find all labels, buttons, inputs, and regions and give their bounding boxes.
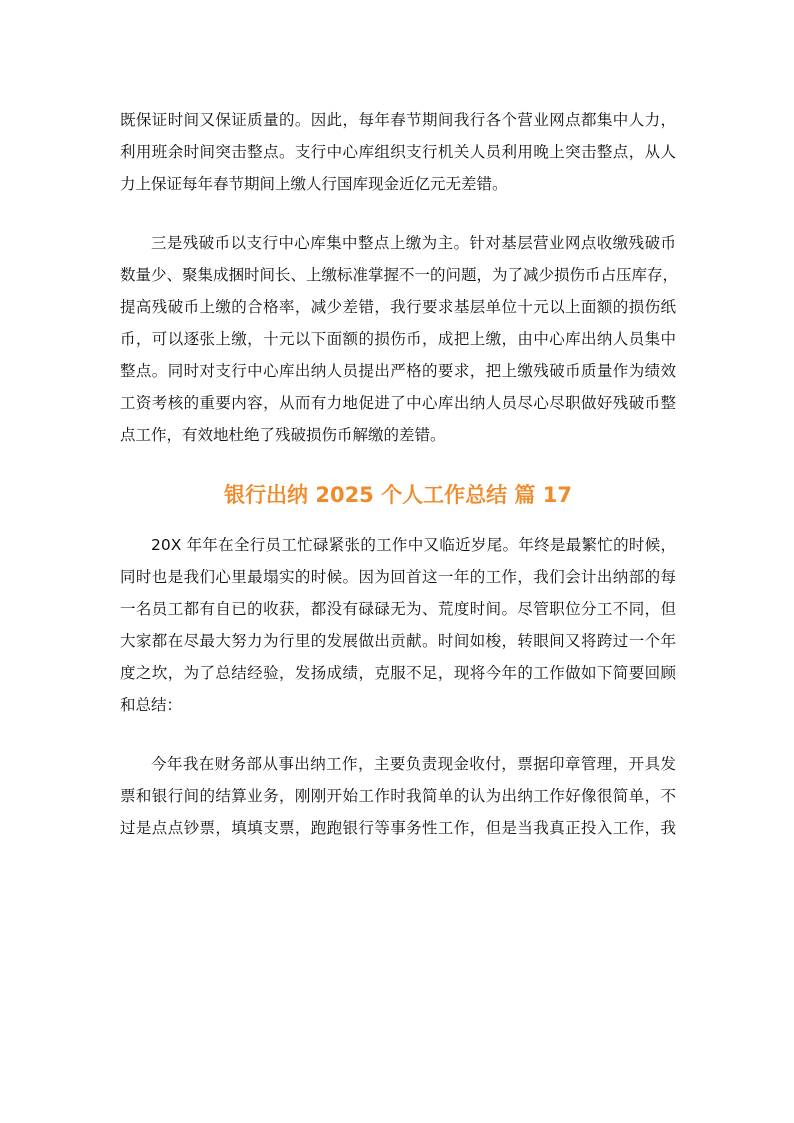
paragraph-line: 工资考核的重要内容，从而有力地促进了中心库出纳人员尽心尽职做好残破币整: [120, 394, 676, 412]
paragraph-line: 20X 年年在全行员工忙碌紧张的工作中又临近岁尾。年终是最繁忙的时候，: [151, 536, 676, 554]
paragraph-line: 一名员工都有自已的收获，都没有碌碌无为、荒度时间。尽管职位分工不同，但: [120, 600, 676, 618]
paragraph-1: [120, 104, 676, 200]
paragraph-line: 过是点点钞票，填填支票，跑跑银行等事务性工作，但是当我真正投入工作，我: [120, 819, 676, 837]
paragraph-line: 票和银行间的结算业务，刚刚开始工作时我简单的认为出纳工作好像很简单，不: [120, 787, 676, 805]
paragraph-line: 点工作，有效地杜绝了残破损伤币解缴的差错。: [120, 426, 446, 444]
paragraph-3: [120, 529, 676, 721]
document-page: [120, 104, 679, 844]
paragraph-line: 同时也是我们心里最塌实的时候。因为回首这一年的工作，我们会计出纳部的每: [120, 568, 676, 586]
paragraph-line: 既保证时间又保证质量的。因此，每年春节期间我行各个营业网点都集中人力，: [120, 111, 676, 129]
paragraph-line: 提高残破币上缴的合格率，减少差错，我行要求基层单位十元以上面额的损伤纸: [120, 298, 676, 316]
paragraph-line: 力上保证每年春节期间上缴人行国库现金近亿元无差错。: [120, 175, 508, 193]
paragraph-line: 币，可以逐张上缴，十元以下面额的损伤币，成把上缴，由中心库出纳人员集中: [120, 330, 676, 348]
section-heading: 银行出纳 2025 个人工作总结 篇 17: [224, 483, 572, 507]
paragraph-4: [120, 748, 676, 844]
paragraph-line: 数量少、聚集成捆时间长、上缴标准掌握不一的问题，为了减少损伤币占压库存，: [120, 266, 679, 284]
paragraph-line: 度之坎，为了总结经验，发扬成绩，克服不足，现将今年的工作做如下简要回顾: [120, 664, 676, 682]
paragraph-line: 大家都在尽最大努力为行里的发展做出贡献。时间如梭，转眼间又将跨过一个年: [120, 632, 676, 650]
paragraph-line: 和总结：: [120, 696, 183, 714]
paragraph-line: 三是残破币以支行中心库集中整点上缴为主。针对基层营业网点收缴残破币: [151, 234, 676, 252]
paragraph-2: [120, 227, 679, 451]
paragraph-line: 利用班余时间突击整点。支行中心库组织支行机关人员利用晚上突击整点，从人: [120, 143, 676, 161]
paragraph-line: 整点。同时对支行中心库出纳人员提出严格的要求，把上缴残破币质量作为绩效: [120, 362, 676, 380]
paragraph-line: 今年我在财务部从事出纳工作，主要负责现金收付，票据印章管理，开具发: [151, 755, 676, 773]
